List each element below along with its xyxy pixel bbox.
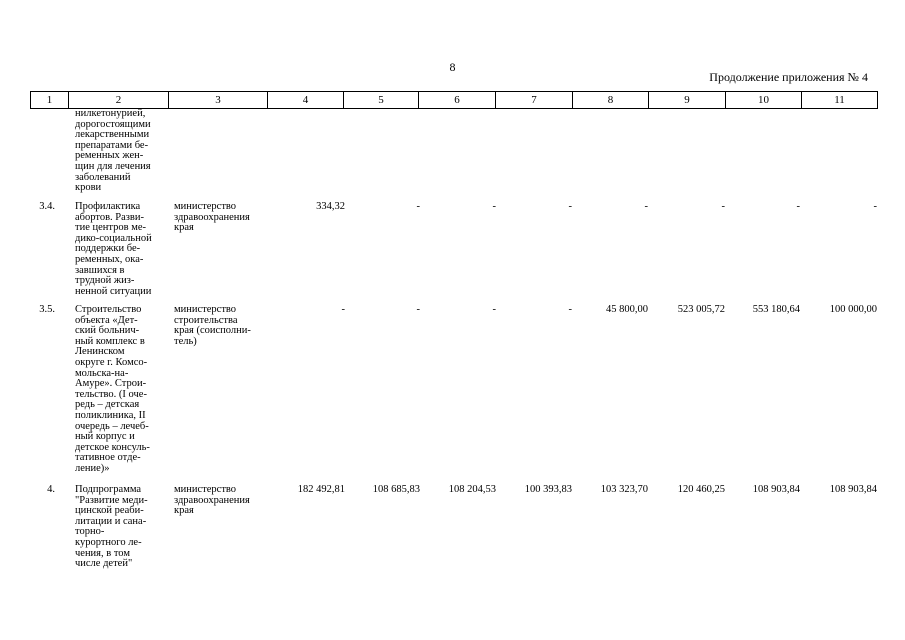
row-executor: министерство здравоохранения края <box>174 484 250 517</box>
value-col-10: 553 180,64 <box>752 304 800 315</box>
value-col-6: 108 204,53 <box>448 484 496 495</box>
row-executor: министерство здравоохранения края <box>174 201 250 234</box>
value-col-9: - <box>721 201 725 212</box>
row-name: нилкетонурией, дорогостоящими лекарственными препаратами бе- ременных жен- щин для лечения заболеваний крови <box>75 108 151 194</box>
continuation-caption: Продолжение приложения № 4 <box>709 70 868 84</box>
header-col-2: 2 <box>69 92 169 109</box>
value-col-5: - <box>416 201 420 212</box>
header-col-4: 4 <box>268 92 344 109</box>
row-number: 3.5. <box>39 304 55 315</box>
value-col-8: - <box>644 201 648 212</box>
header-col-10: 10 <box>726 92 802 109</box>
value-col-5: - <box>416 304 420 315</box>
value-col-4: 334,32 <box>316 201 345 212</box>
header-col-8: 8 <box>573 92 649 109</box>
header-col-9: 9 <box>649 92 726 109</box>
page-number: 8 <box>449 60 456 74</box>
header-col-7: 7 <box>496 92 573 109</box>
header-col-11: 11 <box>802 92 878 109</box>
value-col-11: - <box>873 201 877 212</box>
row-executor: министерство строительства края (соисполни- тель) <box>174 304 251 347</box>
row-name: Подпрограмма "Развитие меди- цинской реаби- литации и сана- торно- курортного ле- чения, в том числе детей" <box>75 484 148 570</box>
value-col-4: 182 492,81 <box>297 484 345 495</box>
header-col-1: 1 <box>31 92 69 109</box>
column-number-header <box>30 91 878 109</box>
value-col-5: 108 685,83 <box>372 484 420 495</box>
value-col-11: 100 000,00 <box>829 304 877 315</box>
value-col-7: 100 393,83 <box>524 484 572 495</box>
header-col-6: 6 <box>419 92 496 109</box>
row-name: Строительство объекта «Дет- ский больнич- ный комплекс в Ленинском округе г. Комсо- мольска-на- Амуре». Строи- тельство. (I оче- редь – детская поликлиника, II очередь – лечеб- ный корпус и детское консуль- тативное отде- ление)» <box>75 304 150 474</box>
value-col-10: 108 903,84 <box>752 484 800 495</box>
value-col-6: - <box>492 304 496 315</box>
value-col-9: 523 005,72 <box>677 304 725 315</box>
header-col-5: 5 <box>344 92 419 109</box>
row-name: Профилактика абортов. Разви- тие центров ме- дико-социальной поддержки бе- ременных, ока- завшихся в трудной жиз- ненной ситуации <box>75 201 152 297</box>
value-col-7: - <box>568 201 572 212</box>
header-col-3: 3 <box>169 92 268 109</box>
value-col-8: 45 800,00 <box>606 304 648 315</box>
row-number: 4. <box>47 484 55 495</box>
value-col-7: - <box>568 304 572 315</box>
value-col-8: 103 323,70 <box>600 484 648 495</box>
value-col-4: - <box>341 304 345 315</box>
value-col-9: 120 460,25 <box>677 484 725 495</box>
value-col-11: 108 903,84 <box>829 484 877 495</box>
value-col-10: - <box>796 201 800 212</box>
row-number: 3.4. <box>39 201 55 212</box>
value-col-6: - <box>492 201 496 212</box>
